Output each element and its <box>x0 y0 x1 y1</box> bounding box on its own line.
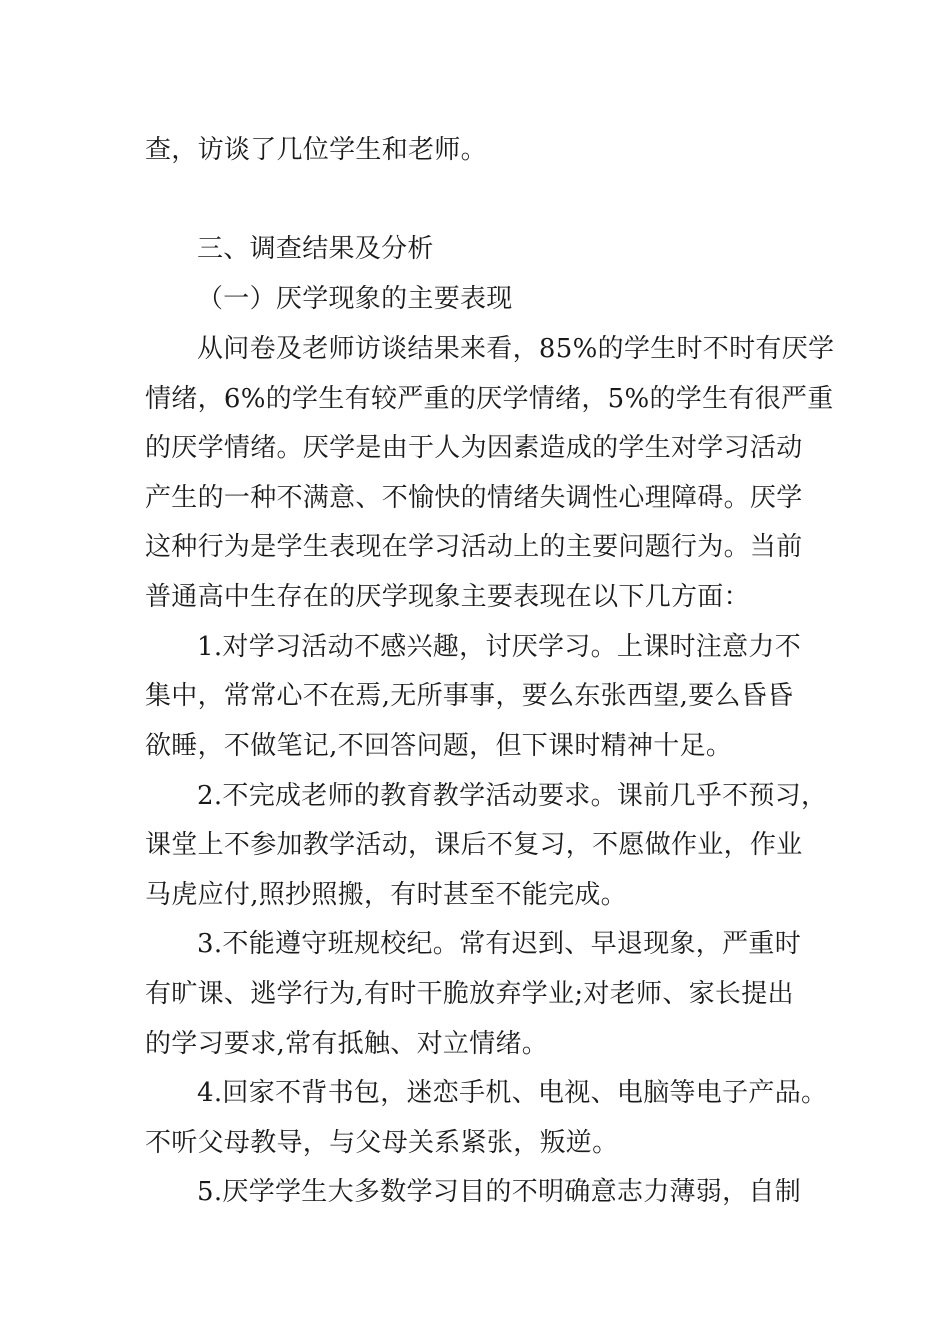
paragraph-line: 从问卷及老师访谈结果来看，85%的学生时不时有厌学 <box>197 334 835 364</box>
list-item-line: 1.对学习活动不感兴趣，讨厌学习。上课时注意力不 <box>197 632 802 662</box>
list-item-line: 3.不能遵守班规校纪。常有迟到、早退现象，严重时 <box>197 929 802 959</box>
list-item-line: 有旷课、逃学行为,有时干脆放弃学业;对老师、家长提出 <box>145 979 794 1009</box>
section-heading: 三、调查结果及分析 <box>197 234 434 264</box>
list-item-line: 2.不完成老师的教育教学活动要求。课前几乎不预习， <box>197 781 828 811</box>
paragraph-line: 的厌学情绪。厌学是由于人为因素造成的学生对学习活动 <box>145 433 803 463</box>
list-item-line: 4.回家不背书包，迷恋手机、电视、电脑等电子产品。 <box>197 1078 828 1108</box>
list-item-line: 的学习要求,常有抵触、对立情绪。 <box>145 1029 549 1059</box>
subsection-heading: （一）厌学现象的主要表现 <box>197 284 513 314</box>
paragraph-line: 查，访谈了几位学生和老师。 <box>145 135 487 165</box>
paragraph-line: 这种行为是学生表现在学习活动上的主要问题行为。当前 <box>145 532 803 562</box>
list-item-line: 欲睡，不做笔记,不回答问题，但下课时精神十足。 <box>145 731 733 761</box>
list-item-line: 课堂上不参加教学活动，课后不复习，不愿做作业，作业 <box>145 830 803 860</box>
paragraph-line: 情绪，6%的学生有较严重的厌学情绪，5%的学生有很严重 <box>145 384 834 414</box>
paragraph-line: 普通高中生存在的厌学现象主要表现在以下几方面： <box>145 582 750 612</box>
list-item-line: 5.厌学学生大多数学习目的不明确意志力薄弱，自制 <box>197 1177 802 1207</box>
paragraph-line: 产生的一种不满意、不愉快的情绪失调性心理障碍。厌学 <box>145 483 803 513</box>
list-item-line: 不听父母教导，与父母关系紧张，叛逆。 <box>145 1128 619 1158</box>
list-item-line: 集中，常常心不在焉,无所事事，要么东张西望,要么昏昏 <box>145 681 794 711</box>
list-item-line: 马虎应付,照抄照搬，有时甚至不能完成。 <box>145 880 627 910</box>
